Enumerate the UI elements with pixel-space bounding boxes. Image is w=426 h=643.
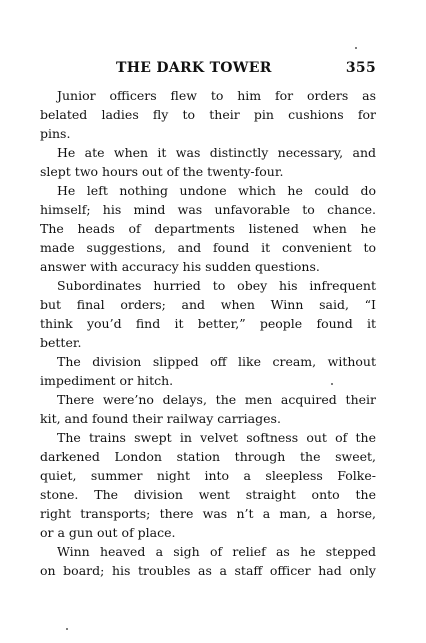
text-line: made suggestions, and found it convenient to (40, 240, 376, 255)
text-line: He ate when it was distinctly necessary, and (57, 145, 376, 160)
print-speck (331, 383, 333, 385)
text-line: right transports; there was n’t a man, a horse, (40, 506, 376, 521)
text-line: slept two hours out of the twenty-four. (40, 164, 284, 179)
body-text (40, 86, 376, 580)
running-title: THE DARK TOWER (116, 60, 272, 76)
text-line: The heads of departments listened when he (40, 221, 376, 236)
text-line: There were’no delays, the men acquired their (57, 392, 376, 407)
text-line: Junior officers flew to him for orders as (57, 88, 376, 103)
text-line: quiet, summer night into a sleepless Folke- (40, 468, 376, 483)
text-line: Winn heaved a sigh of relief as he stepped (57, 544, 376, 559)
text-line: The division slipped off like cream, without (57, 354, 376, 369)
text-line: kit, and found their railway carriages. (40, 411, 281, 426)
text-line: think you’d find it better,” people found it (40, 316, 376, 331)
text-line: He left nothing undone which he could do (57, 183, 376, 198)
text-line: belated ladies fly to their pin cushions for (40, 107, 376, 122)
text-line: but final orders; and when Winn said, “I (40, 297, 376, 312)
running-head (40, 60, 376, 78)
print-speck (66, 628, 68, 630)
text-line: Subordinates hurried to obey his infrequent (57, 278, 376, 293)
text-line: pins. (40, 126, 71, 141)
text-line: better. (40, 335, 82, 350)
text-line: The trains swept in velvet softness out of the (57, 430, 376, 445)
text-line: on board; his troubles as a staff officer had only (40, 563, 376, 578)
text-line: answer with accuracy his sudden questions. (40, 259, 320, 274)
text-line: impediment or hitch. (40, 373, 174, 388)
print-speck (355, 47, 357, 49)
text-line: darkened London station through the sweet, (40, 449, 376, 464)
page-number: 355 (345, 60, 376, 76)
text-line: himself; his mind was unfavorable to chance. (40, 202, 376, 217)
text-line: or a gun out of place. (40, 525, 176, 540)
text-line: stone. The division went straight onto the (40, 487, 376, 502)
